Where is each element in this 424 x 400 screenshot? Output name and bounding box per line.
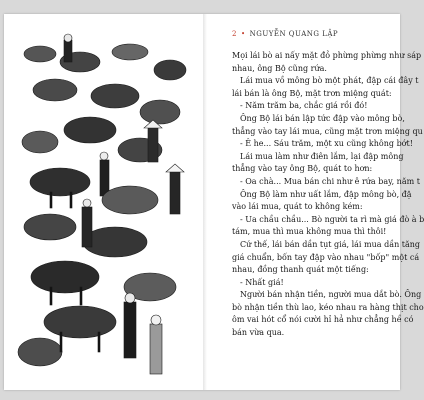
cattle-market-drawing [20,32,192,384]
text-line: nhau, đồng thanh quát một tiếng: [232,265,369,275]
text-line: bán vừa qua. [232,328,285,338]
running-header [232,30,338,38]
text-line: ôm vai hót cổ nói cười hỉ hả như chẳng hề có [232,315,414,325]
book-gutter [203,14,207,390]
page-number: 2 [232,30,237,38]
text-line: Ông Bộ làm như uất lắm, đập mông bò, đậ [240,189,412,199]
text-line: lái bán là ông Bộ, mặt trơn miệng quát: [232,88,392,98]
text-line: tám, mua thì mua không mua thì thôi! [232,227,387,237]
text-line: - Năm trăm ba, chắc giá rồi đó! [240,101,368,111]
text-line: giá chuẩn, bốn tay đập vào nhau "bốp" một cá [232,252,420,262]
text-line: nhau, ông Bộ cũng rứa. [232,63,327,73]
text-line: thẳng vào tay lái mua, cũng mặt trơn miệng qu [232,126,423,136]
text-line: - Ua chầu chầu... Bò người ta rì mà giá đò à b [240,214,424,224]
author-name: NGUYỄN QUANG LẬP [249,30,339,38]
text-line: Lái mua vồ mông bò một phát, đập cái đây t [240,76,419,86]
illustration [20,32,192,384]
text-line: Lái mua làm như điên lắm, lại đập mông [240,151,404,161]
text-line: Ông Bộ lái bán lập tức đập vào mông bò, [240,113,405,123]
text-line: bò nhận tiền thù lao, kéo nhau ra hàng thịt cho [232,302,424,312]
text-line: Người bán nhận tiền, người mua dắt bò. Ông [240,290,422,300]
text-line: thẳng vào tay ông Bộ, quát to hơn: [232,164,373,174]
book-spread [4,14,424,390]
text-line: - Nhất giá! [240,277,284,287]
body-text [232,50,422,380]
text-line: Mọi lái bò ai nấy mặt đỏ phừng phừng như sáp [232,51,422,60]
text-line: - Oa chà... Mua bán chi như ê rứa bay, năm t [240,176,420,186]
text-line: - Ê he... Sáu trăm, một xu cũng không bớt! [240,139,413,149]
text-line: Cứ thế, lái bán dần tụt giá, lái mua dần tăng [240,239,421,249]
header-separator: • [240,30,246,38]
text-line: vào lái mua, quát to không kém: [232,202,363,212]
